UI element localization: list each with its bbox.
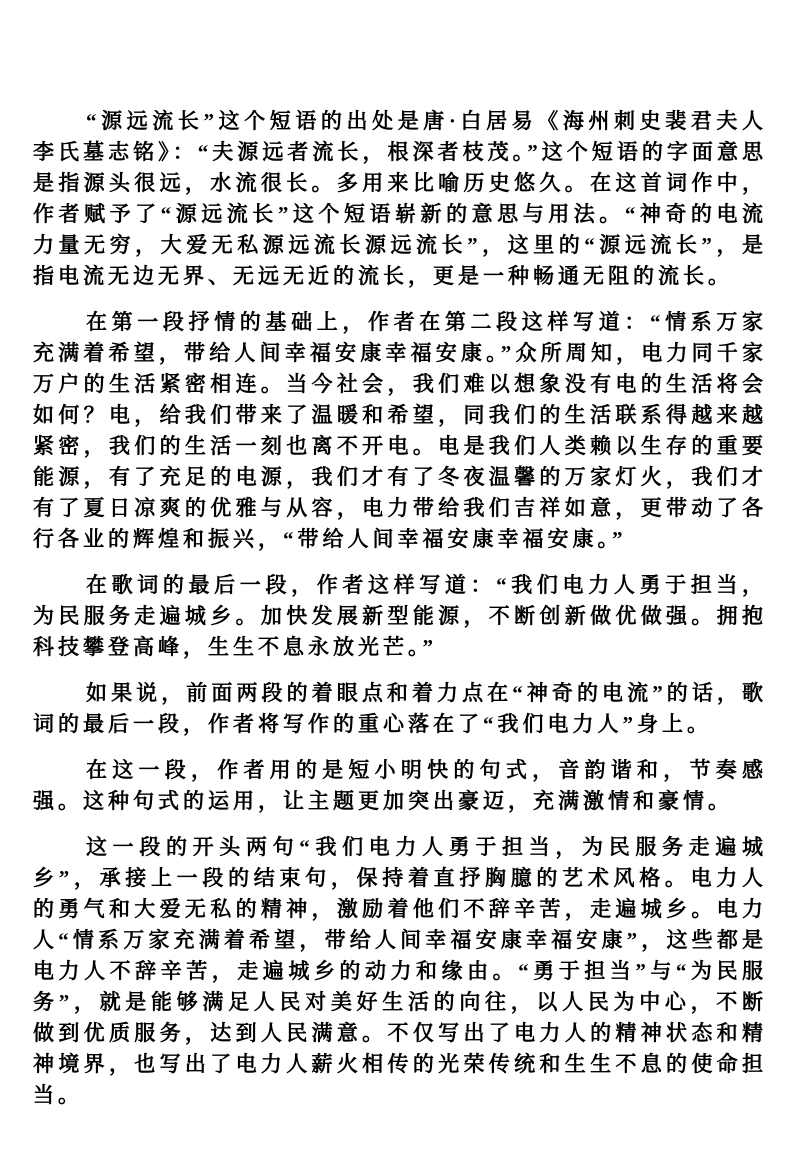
paragraph-last-stanza-quote: 在歌词的最后一段，作者这样写道：“我们电力人勇于担当，为民服务走遍城乡。加快发展新型能源，不断创新做优做强。拥抱科技攀登高峰，生生不息永放光芒。” bbox=[33, 573, 767, 659]
paragraph-second-stanza: 在第一段抒情的基础上，作者在第二段这样写道：“情系万家充满着希望，带给人间幸福安康幸福安康。”众所周知，电力同千家万户的生活紧密相连。当今社会，我们难以想象没有电的生活将会如何？电，给我们带来了温暖和希望，同我们的生活联系得越来越紧密，我们的生活一刻也离不开电。电是我们人类赖以生存的重要能源，有了充足的电源，我们才有了冬夜温馨的万家灯火，我们才有了夏日凉爽的优雅与从容，电力带给我们吉祥如意，更带动了各行各业的辉煌和振兴，“带给人间幸福安康幸福安康。” bbox=[33, 310, 767, 551]
paragraph-origin-of-phrase: “源远流长”这个短语的出处是唐·白居易《海州刺史裴君夫人李氏墓志铭》：“夫源远者流长，根深者枝茂。”这个短语的字面意思是指源头很远，水流很长。多用来比喻历史悠久。在这首词作中，作者赋予了“源远流长”这个短语崭新的意思与用法。“神奇的电流力量无穷，大爱无私源远流长源远流长”，这里的“源远流长”，是指电流无边无界、无远无近的流长，更是一种畅通无阻的流长。 bbox=[33, 109, 767, 288]
paragraph-focus-shift: 如果说，前面两段的着眼点和着力点在“神奇的电流”的话，歌词的最后一段，作者将写作的重心落在了“我们电力人”身上。 bbox=[33, 681, 767, 736]
paragraph-sentence-style: 在这一段，作者用的是短小明快的句式，音韵谐和，节奏感强。这种句式的运用，让主题更加突出豪迈，充满激情和豪情。 bbox=[33, 758, 767, 813]
paragraph-opening-lines-analysis: 这一段的开头两句“我们电力人勇于担当，为民服务走遍城乡”，承接上一段的结束句，保持着直抒胸臆的艺术风格。电力人的勇气和大爱无私的精神，激励着他们不辞辛苦，走遍城乡。电力人“情系万家充满着希望，带给人间幸福安康幸福安康”，这些都是电力人不辞辛苦，走遍城乡的动力和缘由。“勇于担当”与“为民服务”，就是能够满足人民对美好生活的向往，以人民为中心，不断做到优质服务，达到人民满意。不仅写出了电力人的精神状态和精神境界，也写出了电力人薪火相传的光荣传统和生生不息的使命担当。 bbox=[33, 835, 767, 1107]
